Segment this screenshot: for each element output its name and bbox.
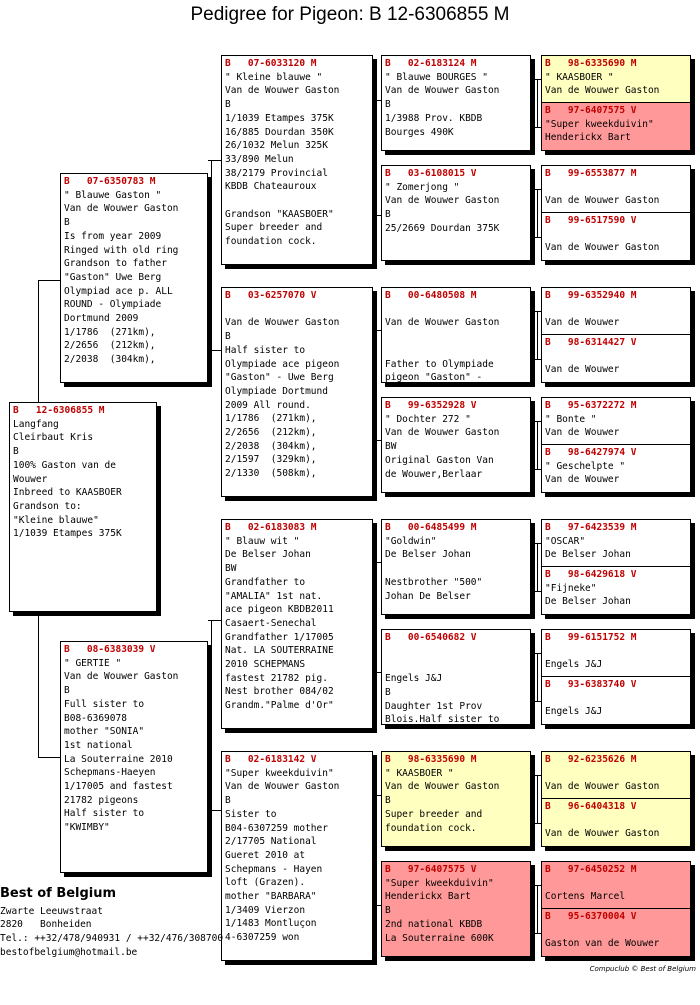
tree-connector (38, 280, 39, 402)
breeder-city: 2820 Bonheiden (0, 919, 92, 931)
ring-number: B 95-6372272 M (545, 400, 637, 411)
pigeon-info-line: BW (385, 441, 397, 453)
pigeon-info-line: "AMALIA" 1st nat. (225, 590, 323, 602)
software-credit: Compuclub © Best of Belgium (589, 965, 696, 973)
pigeon-info-line: "Gaston" Uwe Berg (64, 271, 162, 283)
pigeon-info-line: " KAASBOER " (385, 767, 454, 779)
pigeon-info-line: " Zomerjong " (385, 181, 460, 193)
tree-connector (534, 701, 541, 702)
pigeon-info-line: ace pigeon KBDB2011 (225, 604, 334, 616)
pigeon-info-line: 2010 SCHEPMANS (225, 659, 306, 671)
tree-connector (534, 237, 541, 238)
pigeon-info-line: La Souterraine 2010 (64, 753, 173, 765)
pigeon-info-line: "Super kweekduivin" (545, 118, 654, 130)
pigeon-card-fmf (381, 287, 531, 383)
tree-connector (208, 350, 221, 351)
ring-number: B 07-6033120 M (225, 58, 317, 69)
pigeon-info-line: 16/885 Dourdan 350K (225, 126, 334, 138)
pigeon-info-line: " Blauwe BOURGES " (385, 71, 488, 83)
pigeon-card-fm (221, 287, 373, 497)
pigeon-info-line: Van de Wouwer Gaston (545, 828, 660, 840)
tree-connector (537, 543, 538, 591)
ring-number: B 98-6335690 M (385, 754, 477, 765)
ring-number: B 97-6450252 M (545, 864, 637, 875)
pigeon-info-line: Half sister to (64, 808, 145, 820)
tree-connector (534, 421, 541, 422)
tree-connector (211, 620, 212, 810)
pigeon-info-line: Van de Wouwer Gaston (385, 781, 500, 793)
tree-connector (373, 100, 381, 101)
pigeon-info-line: Original Gaston Van (385, 454, 494, 466)
pigeon-info-line: Johan De Belser (385, 590, 471, 602)
pigeon-info-line: " GERTIE " (64, 657, 122, 669)
pigeon-info-line: 1/1039 Etampes 375K (225, 112, 334, 124)
page-title: Pedigree for Pigeon: B 12-6306855 M (190, 4, 510, 25)
pigeon-info-line: Olympiade ace pigeon (225, 358, 340, 370)
pigeon-info-line (545, 924, 687, 938)
pigeon-info-line: Van de Wouwer Gaston (545, 781, 660, 793)
tree-connector (534, 933, 541, 934)
pigeon-info-line: Van de Wouwer Gaston (225, 317, 340, 329)
tree-connector (373, 672, 381, 673)
pigeon-info-line: Casaert-Senechal (225, 617, 317, 629)
pigeon-info-line: Super breeder and (385, 808, 483, 820)
tree-connector (208, 160, 221, 161)
tree-connector (373, 330, 381, 331)
pigeon-info-line (545, 181, 687, 195)
pigeon-info-line (385, 645, 527, 659)
ring-number: B 99-6352928 V (385, 400, 477, 411)
pigeon-info-line: Henderickx Bart (385, 891, 471, 903)
ring-number: B 02-6183142 V (225, 754, 317, 765)
pigeon-card-g8 (541, 445, 691, 493)
pigeon-info-line: De Belser Johan (225, 549, 311, 561)
ring-number: B 99-6553877 M (545, 168, 637, 179)
pigeon-info-line: "OSCAR" (545, 535, 586, 547)
pigeon-info-line (225, 303, 369, 317)
pigeon-info-line: B08-6369078 (64, 712, 127, 724)
pigeon-info-line: mother "BARBARA" (225, 891, 317, 903)
pigeon-card-fff (381, 55, 531, 151)
pigeon-info-line: B (13, 446, 19, 458)
pigeon-info-line: Van de Wouwer Gaston (545, 85, 660, 97)
tree-connector (373, 905, 381, 906)
pigeon-info-line: Grandfather 1/17005 (225, 631, 334, 643)
tree-connector (534, 311, 541, 312)
ring-number: B 98-6335690 M (545, 58, 637, 69)
pigeon-info-line: " Kleine blauwe " (225, 71, 323, 83)
pigeon-card-mmm (381, 861, 531, 957)
tree-connector (534, 469, 541, 470)
pigeon-info-line: Engels J&J (545, 659, 603, 671)
pigeon-info-line: fastest 21782 pig. (225, 672, 328, 684)
pigeon-info-line: " Geschelpte " (545, 460, 626, 472)
pigeon-info-line: Inbreed to KAASBOER (13, 487, 122, 499)
ring-number: B 98-6427974 V (545, 447, 637, 458)
pigeon-info-line: 1/1483 Montluçon (225, 918, 317, 930)
pigeon-info-line: Nat. LA SOUTERRAINE (225, 645, 334, 657)
pigeon-info-line: De Belser Johan (545, 596, 631, 608)
pigeon-info-line: Van de Wouwer Gaston (64, 671, 179, 683)
tree-connector (376, 330, 377, 440)
pigeon-info-line: 2/1330 (508km), (225, 468, 317, 480)
pigeon-info-line: Van de Wouwer Gaston (545, 242, 660, 254)
pigeon-info-line: 100% Gaston van de (13, 459, 116, 471)
pigeon-info-line: 1/1786 (271km), (64, 326, 156, 338)
pigeon-info-line: 2/17705 National (225, 836, 317, 848)
breeder-phone: Tel.: ++32/478/940931 / ++32/476/308700 (0, 933, 224, 945)
pigeon-info-line (385, 344, 527, 358)
pigeon-info-line: Schepmans-Haeyen (64, 767, 156, 779)
pigeon-info-line (545, 228, 687, 242)
pigeon-info-line: Van de Wouwer (545, 317, 620, 329)
pigeon-info-line: 25/2669 Dourdan 375K (385, 222, 500, 234)
pigeon-info-line: B (385, 795, 391, 807)
pigeon-card-subject (9, 402, 157, 612)
pigeon-info-line: Wouwer (13, 473, 48, 485)
pigeon-info-line: 21782 pigeons (64, 794, 139, 806)
pigeon-info-line: Daughter 1st Prov (385, 700, 483, 712)
ring-number: B 02-6183124 M (385, 58, 477, 69)
pigeon-card-mm (221, 751, 373, 961)
pigeon-info-line: Blois.Half sister to (385, 714, 500, 725)
pigeon-info-line: Sister to (225, 808, 277, 820)
pigeon-info-line: B (385, 209, 391, 221)
pigeon-info-line: Father to Olympiade (385, 358, 494, 370)
pigeon-info-line (225, 194, 369, 208)
ring-number: B 03-6108015 V (385, 168, 477, 179)
pigeon-info-line: De Belser Johan (385, 549, 471, 561)
ring-number: B 00-6480508 M (385, 290, 477, 301)
ring-number: B 99-6151752 M (545, 632, 637, 643)
pigeon-info-line: Grandson to father (64, 258, 167, 270)
pigeon-info-line: B (225, 331, 231, 343)
pigeon-info-line: " Blauwe Gaston " (64, 189, 162, 201)
pigeon-info-line (385, 303, 527, 317)
pigeon-info-line: B (225, 99, 231, 111)
tree-connector (537, 189, 538, 237)
pigeon-info-line: 2/2656 (212km), (64, 340, 156, 352)
pigeon-info-line: Engels J&J (385, 673, 443, 685)
ring-number: B 93-6383740 V (545, 679, 637, 690)
pigeon-card-g9 (541, 519, 691, 567)
pigeon-info-line: 2/1597 (329km), (225, 454, 317, 466)
pigeon-info-line: 2/2038 (304km), (64, 354, 156, 366)
pigeon-info-line: B (225, 795, 231, 807)
pigeon-info-line: " KAASBOER " (545, 71, 614, 83)
ring-number: B 99-6352940 M (545, 290, 637, 301)
ring-number: B 96-6404318 V (545, 801, 637, 812)
tree-connector (38, 757, 60, 758)
pigeon-info-line: La Souterraine 600K (385, 932, 494, 944)
pigeon-card-g16 (541, 909, 691, 957)
tree-connector (38, 280, 60, 281)
tree-connector (376, 100, 377, 215)
pigeon-info-line: 26/1032 Melun 325K (225, 140, 328, 152)
tree-connector (534, 885, 541, 886)
ring-number: B 92-6235626 M (545, 754, 637, 765)
ring-number: B 98-6429618 V (545, 569, 637, 580)
pigeon-info-line (385, 330, 527, 344)
pigeon-info-line: Gaston van de Wouwer (545, 938, 660, 950)
pigeon-info-line: Schepmans - Hayen (225, 863, 323, 875)
pigeon-info-line: Van de Wouwer Gaston (385, 317, 500, 329)
tree-connector (537, 885, 538, 933)
pigeon-card-g12 (541, 677, 691, 725)
ring-number: B 12-6306855 M (13, 405, 105, 416)
ring-number: B 02-6183083 M (225, 522, 317, 533)
pigeon-info-line: Grandfather to (225, 576, 306, 588)
tree-connector (534, 775, 541, 776)
ring-number: B 00-6540682 V (385, 632, 477, 643)
pigeon-info-line: Nest brother 084/02 (225, 686, 334, 698)
pigeon-info-line: B (385, 905, 391, 917)
pigeon-card-mother (60, 641, 208, 873)
pigeon-card-ff (221, 55, 373, 265)
pigeon-info-line (545, 767, 687, 781)
pigeon-info-line (545, 645, 687, 659)
pigeon-info-line: " Dochter 272 " (385, 413, 471, 425)
pigeon-info-line: Grandm."Palme d'Or" (225, 700, 334, 712)
pigeon-card-ffm (381, 165, 531, 261)
pigeon-info-line: Henderickx Bart (545, 132, 631, 144)
pigeon-card-g14 (541, 799, 691, 847)
tree-connector (373, 795, 381, 796)
pigeon-info-line: Olympiad ace p. ALL (64, 285, 173, 297)
pigeon-info-line (545, 303, 687, 317)
pigeon-info-line: " Bonte " (545, 413, 597, 425)
pigeon-card-mf (221, 519, 373, 729)
pigeon-info-line: Gueret 2010 at (225, 849, 306, 861)
pigeon-info-line: Engels J&J (545, 706, 603, 718)
pigeon-info-line: Super breeder and (225, 222, 323, 234)
tree-connector (376, 562, 377, 672)
pigeon-info-line: 4-6307259 won (225, 932, 300, 944)
breeder-contact (0, 887, 223, 960)
tree-connector (534, 359, 541, 360)
pigeon-info-line (545, 814, 687, 828)
tree-connector (537, 79, 538, 127)
ring-number: B 00-6485499 M (385, 522, 477, 533)
pigeon-info-line: Van de Wouwer Gaston (225, 85, 340, 97)
pigeon-info-line: Van de Wouwer (545, 474, 620, 486)
pigeon-card-g15 (541, 861, 691, 909)
pigeon-info-line: 2nd national KBDB (385, 918, 483, 930)
pigeon-info-line: 1st national (64, 739, 133, 751)
pigeon-info-line: 1/3409 Vierzon (225, 904, 306, 916)
pigeon-card-mmf (381, 751, 531, 847)
tree-connector (38, 612, 39, 757)
pigeon-info-line: de Wouwer,Berlaar (385, 468, 483, 480)
ring-number: B 03-6257070 V (225, 290, 317, 301)
pigeon-info-line: B (64, 217, 70, 229)
tree-connector (534, 127, 541, 128)
pigeon-info-line: 1/3988 Prov. KBDB (385, 112, 483, 124)
pigeon-info-line: 2/2656 (212km), (225, 427, 317, 439)
pigeon-info-line: Van de Wouwer Gaston (225, 781, 340, 793)
pigeon-info-line: Bourges 490K (385, 126, 454, 138)
pigeon-info-line: Van de Wouwer Gaston (545, 195, 660, 207)
pigeon-info-line: "Super kweekduivin" (385, 877, 494, 889)
pigeon-info-line: B (64, 685, 70, 697)
pigeon-info-line: Dortmund 2009 (64, 313, 139, 325)
tree-connector (534, 591, 541, 592)
pigeon-info-line: "Kleine blauwe" (13, 514, 99, 526)
tree-connector (537, 311, 538, 359)
pigeon-card-g4 (541, 213, 691, 261)
pigeon-info-line: 2009 All round. (225, 399, 311, 411)
ring-number: B 95-6370004 V (545, 911, 637, 922)
pigeon-info-line: B04-6307259 mother (225, 822, 328, 834)
ring-number: B 98-6314427 V (545, 337, 637, 348)
pigeon-info-line: Is from year 2009 (64, 230, 162, 242)
ring-number: B 07-6350783 M (64, 176, 156, 187)
tree-connector (534, 79, 541, 80)
pigeon-info-line: Ringed with old ring (64, 244, 179, 256)
pigeon-info-line: Van de Wouwer Gaston (385, 427, 500, 439)
tree-connector (373, 215, 381, 216)
pigeon-card-g7 (541, 397, 691, 445)
pigeon-info-line: Full sister to (64, 698, 145, 710)
pigeon-info-line: 1/17005 and fastest (64, 781, 173, 793)
ring-number: B 99-6517590 V (545, 215, 637, 226)
pigeon-info-line: 38/2179 Provincial (225, 167, 328, 179)
pigeon-info-line: "Goldwin" (385, 535, 437, 547)
tree-connector (537, 653, 538, 701)
ring-number: B 08-6383039 V (64, 644, 156, 655)
pigeon-card-g11 (541, 629, 691, 677)
ring-number: B 97-6423539 M (545, 522, 637, 533)
pigeon-card-g6 (541, 335, 691, 383)
pigeon-info-line: BW (225, 563, 237, 575)
pigeon-info-line: Van de Wouwer Gaston (385, 195, 500, 207)
pigeon-info-line (385, 562, 527, 576)
pigeon-info-line: Van de Wouwer (545, 364, 620, 376)
tree-connector (537, 421, 538, 469)
pigeon-card-fmm (381, 397, 531, 493)
pigeon-card-mfm (381, 629, 531, 725)
pigeon-info-line: mother "SONIA" (64, 726, 145, 738)
pigeon-info-line: "Gaston" - Uwe Berg (225, 372, 334, 384)
pigeon-info-line: Van de Wouwer (545, 427, 620, 439)
breeder-email[interactable]: bestofbelgium@hotmail.be (0, 946, 138, 958)
pigeon-info-line: Van de Wouwer Gaston (385, 85, 500, 97)
pigeon-info-line: Half sister to (225, 344, 306, 356)
pigeon-info-line: Langfang (13, 418, 59, 430)
pigeon-info-line (545, 350, 687, 364)
pigeon-info-line: Grandson to: (13, 500, 82, 512)
pigeon-card-g5 (541, 287, 691, 335)
pigeon-info-line: "Super kweekduivin" (225, 767, 334, 779)
pigeon-info-line (385, 658, 527, 672)
pigeon-card-g10 (541, 567, 691, 615)
pigeon-info-line: De Belser Johan (545, 549, 631, 561)
pigeon-info-line: Cortens Marcel (545, 891, 626, 903)
pigeon-info-line: 1/1786 (271km), (225, 413, 317, 425)
tree-connector (534, 543, 541, 544)
pigeon-info-line: B (385, 99, 391, 111)
pigeon-info-line: loft (Grazen). (225, 877, 306, 889)
pigeon-info-line: "KWIMBY" (64, 822, 110, 834)
breeder-name: Best of Belgium (0, 886, 117, 901)
tree-connector (534, 823, 541, 824)
pigeon-info-line: " Blauw wit " (225, 535, 300, 547)
pigeon-info-line: foundation cock. (385, 822, 477, 834)
tree-connector (211, 160, 212, 350)
tree-connector (376, 795, 377, 905)
ring-number: B 97-6407575 V (545, 105, 637, 116)
pigeon-card-mff (381, 519, 531, 615)
pigeon-info-line: Grandson "KAASBOER" (225, 208, 334, 220)
pigeon-info-line: Cleirbaut Kris (13, 432, 94, 444)
pigeon-info-line: KBDB Chateauroux (225, 181, 317, 193)
pigeon-card-g13 (541, 751, 691, 799)
tree-connector (373, 562, 381, 563)
pigeon-info-line: Olympiade Dortmund (225, 385, 328, 397)
tree-connector (373, 440, 381, 441)
pigeon-info-line: "Fijneke" (545, 582, 597, 594)
ring-number: B 97-6407575 V (385, 864, 477, 875)
tree-connector (534, 189, 541, 190)
pigeon-info-line: ROUND - Olympiade (64, 299, 162, 311)
pigeon-info-line: Nestbrother "500" (385, 576, 483, 588)
pigeon-info-line: 33/890 Melun (225, 153, 294, 165)
breeder-street: Zwarte Leeuwstraat (0, 905, 103, 917)
pigeon-info-line: B (385, 686, 391, 698)
pigeon-card-g3 (541, 165, 691, 213)
pigeon-info-line: pigeon "Gaston" - (385, 372, 483, 383)
tree-connector (537, 775, 538, 823)
pigeon-card-g1 (541, 55, 691, 103)
pigeon-card-g2 (541, 103, 691, 151)
tree-connector (534, 653, 541, 654)
pigeon-info-line: foundation cock. (225, 236, 317, 248)
tree-connector (208, 620, 221, 621)
tree-connector (208, 810, 221, 811)
pigeon-card-father (60, 173, 208, 383)
pigeon-info-line (545, 877, 687, 891)
pigeon-info-line: 1/1039 Etampes 375K (13, 528, 122, 540)
pigeon-info-line (545, 692, 687, 706)
pigeon-info-line: Van de Wouwer Gaston (64, 203, 179, 215)
pigeon-info-line: 2/2038 (304km), (225, 440, 317, 452)
